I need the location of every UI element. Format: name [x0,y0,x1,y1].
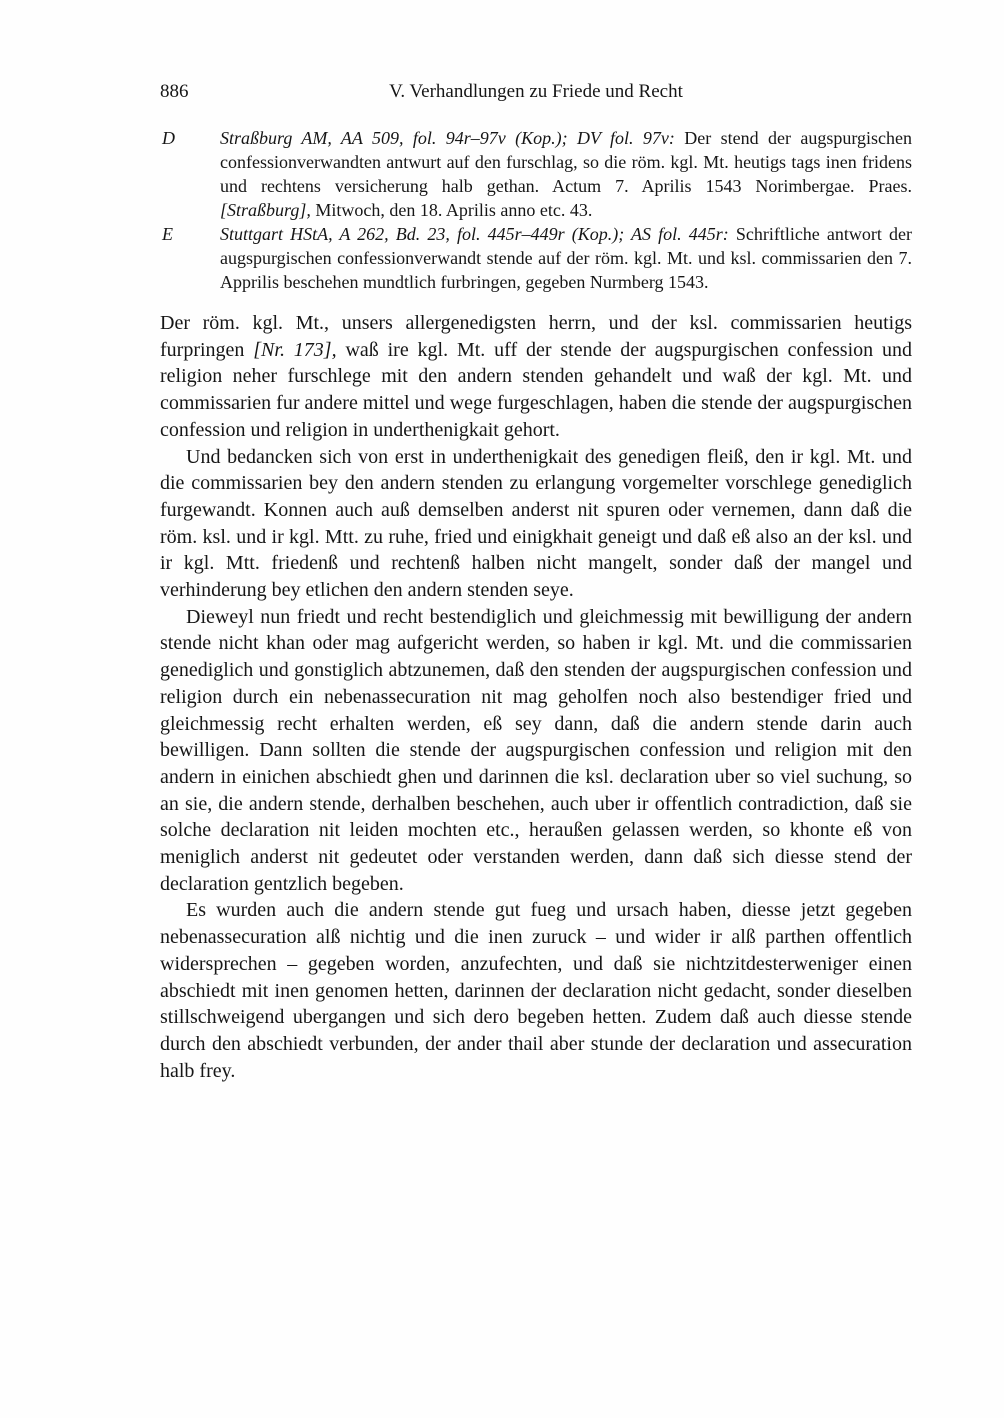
running-title: V. Verhandlungen zu Friede und Recht [389,81,683,102]
paragraph-text: Der röm. kgl. Mt., unsers allergenedigsten herrn, und der ksl. commissarien heutigs furpringen [160,312,912,361]
source-description: Der stend der augspurgischen confessionverwandten antwurt auf den furschlag, so die röm. kgl. Mt. heutigs tags inen fridens und rechtens versicherung halb gethan. Actum 7. Aprilis 1543 Norimbergae. Praes. [220,128,912,196]
source-entry-e [160,222,912,294]
paragraph-3: Dieweyl nun friedt und recht bestendiglich und gleichmessig mit bewilligung der andern stende nicht khan oder mag aufgericht werden, so haben ir kgl. Mt. und die commissarien genediglich und gonstiglich abtzunemen, daß den stenden der augspurgischen confession und religion durch ein nebenassecuration nit mag geholfen noch also bestendiger fried und gleichmessig recht erhalten werden, eß sey dann, daß die andern stende darin auch bewilligen. Dann sollten die stende der augspurgischen confession und religion mit den andern in einichen abschiedt ghen und darinnen die ksl. declaration uber so viel suchung, so an sie, die andern stende, derhalben beschehen, auch uber ir offentlich contradiction, daß sie solche declaration nit leiden mochten etc., heraußen gelassen werden, so khonte eß von meniglich anderst nit gedeutet oder verstanden werden, dann daß sich diesse stend der declaration gentzlich begeben. [160,605,912,895]
editorial-reference: [Nr. 173], [253,338,337,361]
source-description-end: Mitwoch, den 18. Aprilis anno etc. 43. [310,200,593,220]
paragraph-text: waß ire kgl. Mt. uff der stende der augspurgischen confession und religion neher furschlege mit den andern stenden gehandelt und waß der kgl. Mt. und commissarien fur andere mittel und wege furgeschlagen, haben die stende der augspurgischen confession und religion in underthenigkait gehort. [160,338,912,441]
document-body [160,310,912,1084]
source-description: Schriftliche antwort der augspurgischen confessionverwandt stende auf der röm. kgl. Mt. und ksl. commissarien den 7. Apprilis beschehen mundtlich furbringen, gegeben Nurmberg 1543. [220,224,912,292]
page-number: 886 [160,81,189,102]
page-header [160,80,912,104]
source-entry-d [160,126,912,222]
archival-reference: Straßburg AM, AA 509, fol. 94r–97v (Kop.); DV fol. 97v: [220,128,685,148]
paragraph-4: Es wurden auch die andern stende gut fueg und ursach haben, diesse jetzt gegeben nebenassecuration alß nichtig und die inen zuruck – und wider ir alß parthen offentlich widersprechen – gegeben worden, anzufechten, und daß sie nichtzitdesterweniger einen abschiedt mit inen genomen hetten, darinnen der declaration nicht gedacht, sonder dieselben stillschweigend ubergangen und sich dero begeben hetten. Zudem daß auch diesse stende durch den abschiedt verbunden, der ander thail aber stunde der declaration und assecuration halb frey. [160,899,912,1082]
source-sigla-block [160,126,912,294]
source-text [220,128,912,220]
source-description-italic: [Straßburg], [220,200,311,220]
source-text [220,224,912,292]
paragraph-1 [160,310,912,444]
archival-reference: Stuttgart HStA, A 262, Bd. 23, fol. 445r–449r (Kop.); AS fol. 445r: [220,224,736,244]
siglum-letter: D [162,128,175,148]
siglum-letter: E [162,224,173,244]
paragraph-2: Und bedancken sich von erst in underthenigkait des genedigen fleiß, den ir kgl. Mt. und die commissarien bey den andern stenden zu erlangung vorgemelter vorschlege genediglich furgewandt. Konnen auch auß demselben anderst nit spuren oder vernemen, dann daß die röm. ksl. und ir kgl. Mtt. zu ruhe, fried und einigkhait geneigt und daß eß also an der ksl. und ir kgl. Mtt. friedenß und rechtenß halben nicht mangelt, sonder daß der mangel und verhinderung bey etlichen den andern stenden seye. [160,445,912,602]
